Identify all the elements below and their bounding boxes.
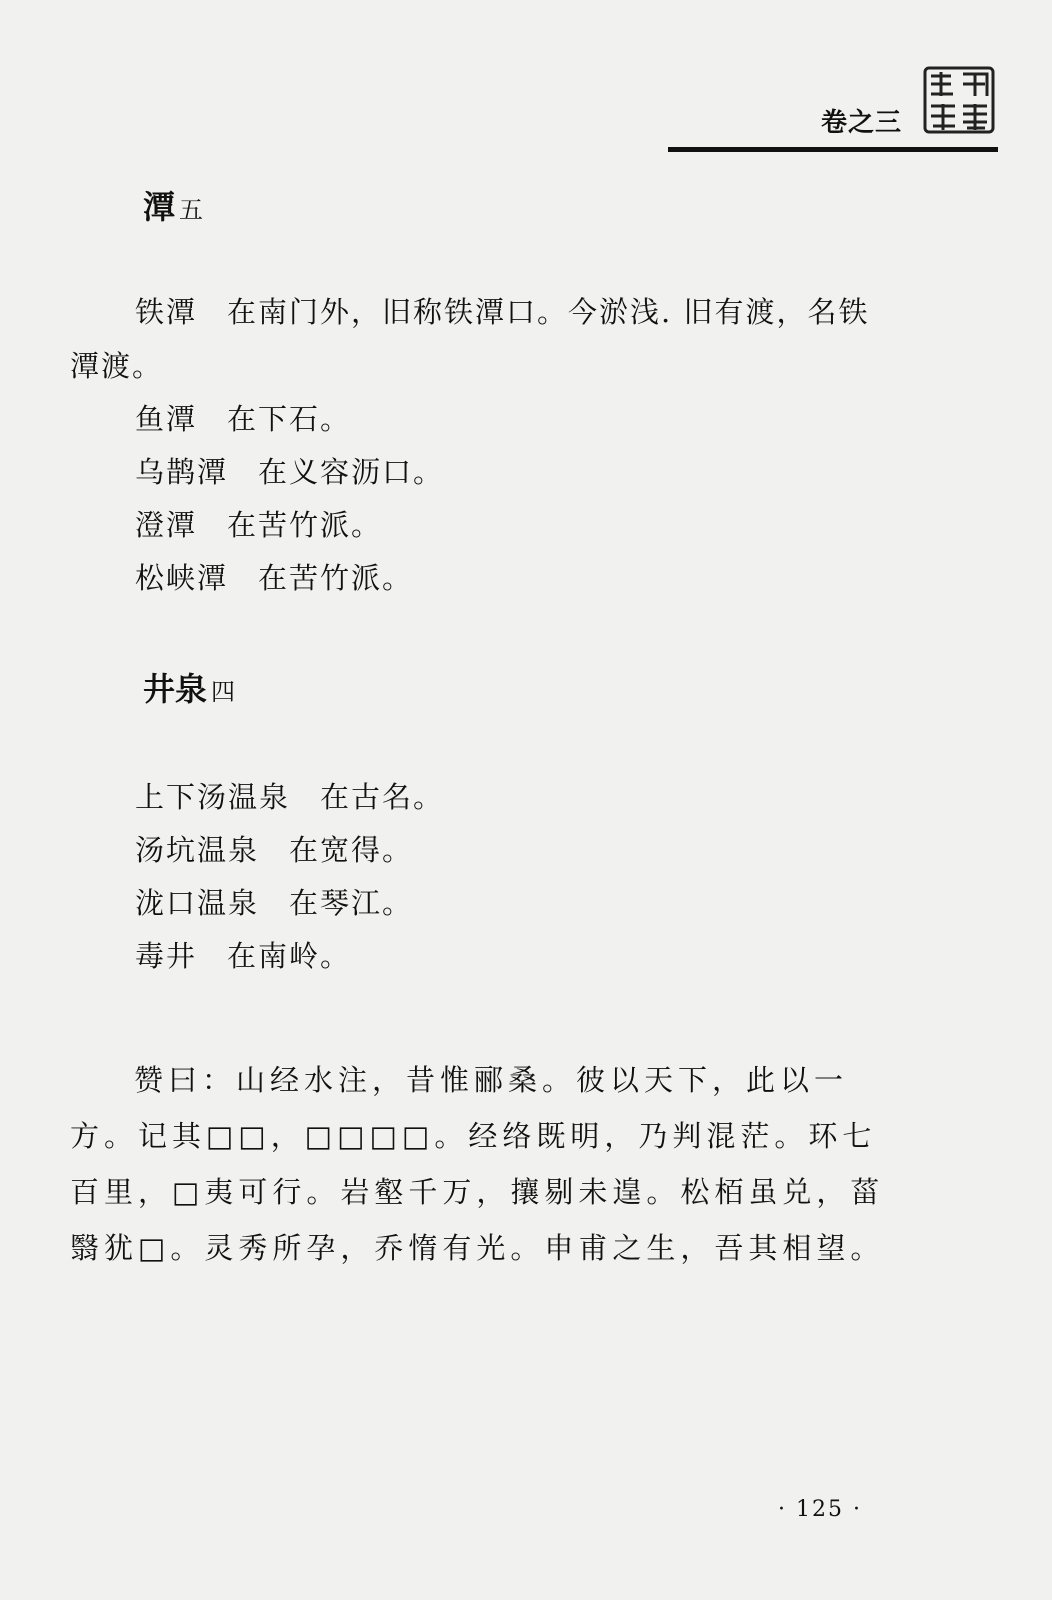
entry-name: 泷口温泉 [135,886,260,920]
list-item [135,881,413,922]
list-item [135,828,413,869]
entry-desc: 在南门外，旧称铁潭口。今淤浅. 旧有渡，名铁 [227,295,870,329]
entry-name: 上下汤温泉 [135,780,291,814]
eulogy-paragraph: 赞曰：山经水注，昔惟郦桑。彼以天下，此以一方。记其□□，□□□□。经络既明，乃判混茫。环七百里，□夷可行。岩壑千万，攘剔未遑。松栢虽兑，菑翳犹□。灵秀所孕，乔惰有光。申甫之生，吾其相望。 [70,1063,885,1265]
section-title-text: 潭 [143,188,176,226]
entry-name: 鱼潭 [135,402,198,436]
list-item [135,775,444,816]
entry-name: 毒井 [135,939,198,973]
list-item [135,290,869,331]
entry-desc: 在宽得。 [289,833,414,867]
section-count: 五 [179,196,204,224]
entry-name: 松峡潭 [135,561,229,595]
entry-desc: 在南岭。 [227,939,352,973]
entry-desc: 在苦竹派。 [227,508,383,542]
entry-name: 乌鹊潭 [135,455,229,489]
list-item [135,450,444,491]
header-rule [668,147,998,152]
entry-desc-continued: 潭渡。 [70,349,164,383]
list-item [135,503,382,544]
page-number: · 125 · [778,1497,862,1522]
seal-logo [923,66,995,134]
section-title-tan [143,182,203,228]
list-item [135,556,413,597]
entry-name: 铁潭 [135,295,198,329]
list-item [135,934,351,975]
section-count: 四 [211,678,236,706]
entry-name: 汤坑温泉 [135,833,260,867]
entry-desc: 在下石。 [227,402,352,436]
list-item [135,397,351,438]
section-title-jingquan [143,664,235,710]
entry-name: 澄潭 [135,508,198,542]
section-title-text: 井泉 [143,670,208,708]
chapter-heading: 卷之三 [820,108,902,138]
entry-desc: 在苦竹派。 [258,561,414,595]
entry-desc: 在古名。 [320,780,445,814]
entry-desc: 在琴江。 [289,886,414,920]
entry-desc: 在义容沥口。 [258,455,445,489]
